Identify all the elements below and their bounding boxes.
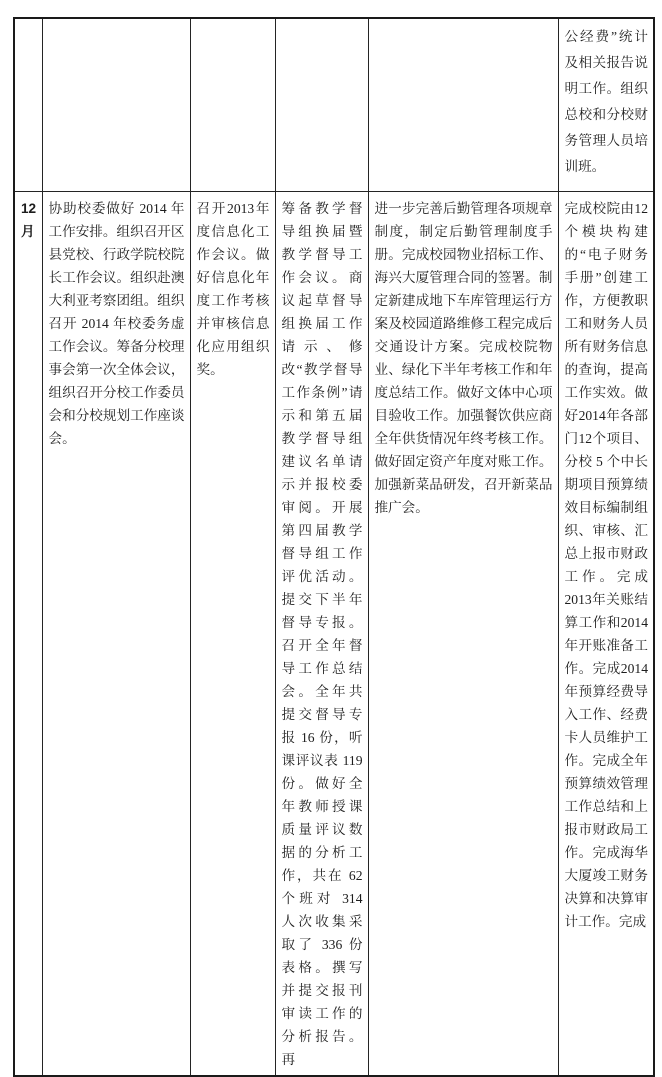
- teaching-supervision-cell: 筹备教学督导组换届暨教学督导工作会议。商议起草督导组换届工作请示、修改“教学督导工作条例”请示和第五届教学督导组建议名单请示并报校委审阅。开展第四届教学督导组工作评优活动。提交下半年督导专报。召开全年督导工作总结会。全年共提交督导专报 16 份，听课评议表 119 份。做好全年教师授课质量评议数据的分析工作，共在 62 个班对 314 人次收集采取了 336 份表格。撰写并提交报刊审读工作的分析报告。再: [275, 191, 368, 1076]
- informatization-cell: [190, 18, 275, 191]
- informatization-cell: 召开2013年度信息化工作会议。做好信息化年度工作考核并审核信息化应用组织奖。: [190, 191, 275, 1076]
- finance-cell: 完成校院由12个模块构建的“电子财务手册”创建工作，方便教职工和财务人员所有财务信息的查询，提高工作实效。做好2014年各部门12个项目、分校 5 个中长期项目预算绩效目标编制组织、审核、汇总上报市财政工作。完成2013年关账结算工作和2014年开账准备工作。完成2014年预算经费导入工作、经费卡人员维护工作。完成全年预算绩效管理工作总结和上报市财政局工作。完成海华大厦竣工财务决算和决算审计工作。完成: [558, 191, 654, 1076]
- logistics-cell: 进一步完善后勤管理各项规章制度，制定后勤管理制度手册。完成校园物业招标工作、海兴大厦管理合同的签署。制定新建成地下车库管理运行方案及校园道路维修工程完成后交通设计方案。完成校院物业、绿化下半年考核工作和年度总结工作。做好文体中心项目验收工作。加强餐饮供应商全年供货情况年终考核工作。做好固定资产年度对账工作。加强新菜品研发，召开新菜品推广会。: [368, 191, 558, 1076]
- logistics-cell: [368, 18, 558, 191]
- admin-office-cell: [42, 18, 190, 191]
- month-cell: [14, 18, 42, 191]
- table-row: [14, 18, 654, 191]
- table-row: [14, 191, 654, 1076]
- document-page: [13, 17, 655, 1077]
- finance-cell: 公经费”统计及相关报告说明工作。组织总校和分校财务管理人员培训班。: [558, 18, 654, 191]
- month-cell: 12月: [14, 191, 42, 1076]
- admin-office-cell: 协助校委做好 2014 年工作安排。组织召开区县党校、行政学院校院长工作会议。组织赴澳大利亚考察团组。组织召开 2014 年校委务虚工作会议。筹备分校理事会第一次全体会议，组织召开分校工作委员会和分校规划工作座谈会。: [42, 191, 190, 1076]
- teaching-supervision-cell: [275, 18, 368, 191]
- schedule-table: [13, 17, 655, 1077]
